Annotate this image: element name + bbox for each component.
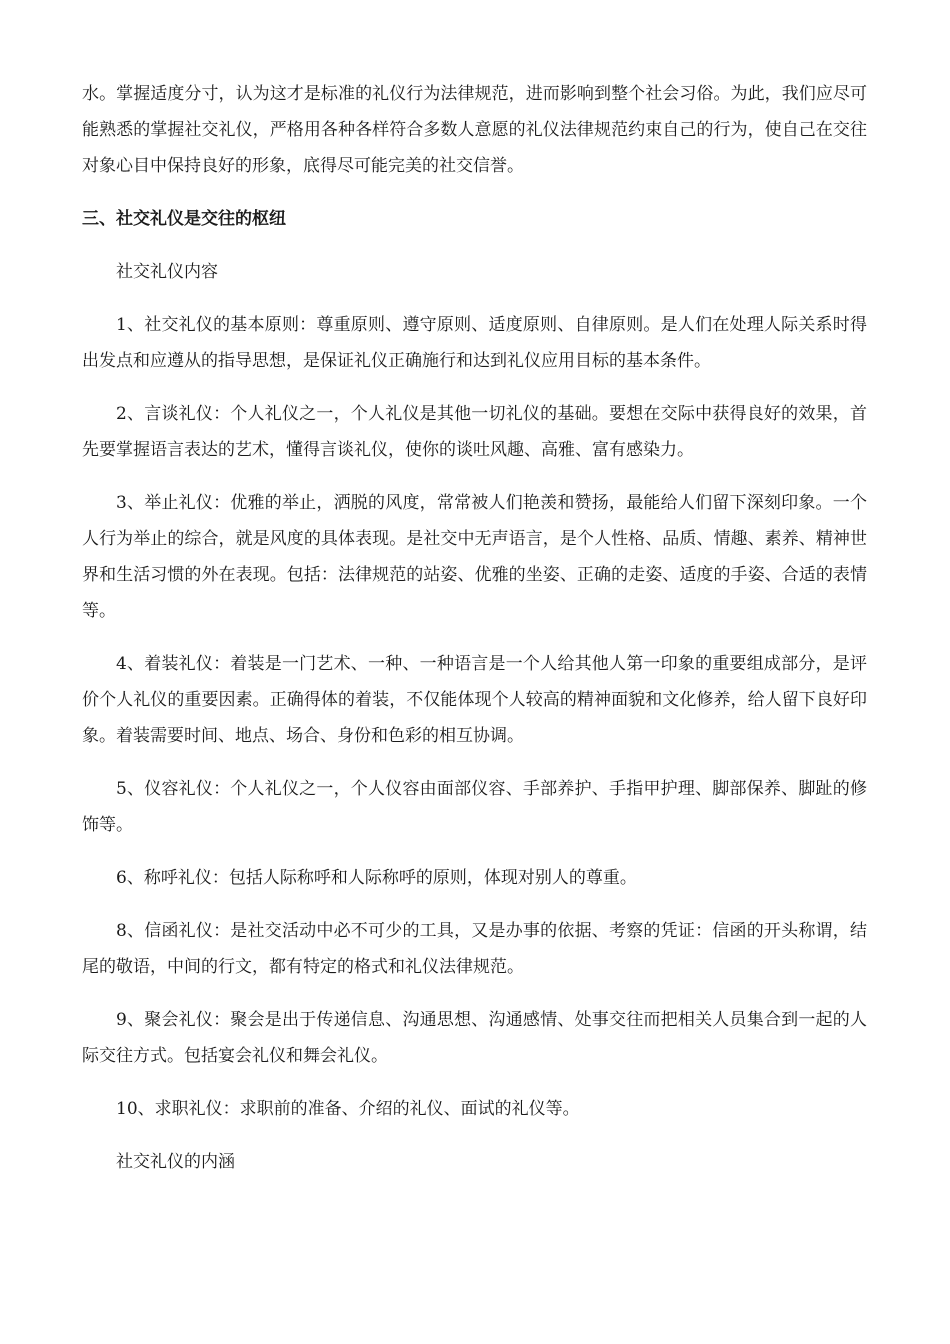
intro-paragraph: 水。掌握适度分寸，认为这才是标准的礼仪行为法律规范，进而影响到整个社会习俗。为此，我们应尽可能熟悉的掌握社交礼仪，严格用各种各样符合多数人意愿的礼仪法律规范约束自己的行为，使自己在交往对象心目中保持良好的形象，底得尽可能完美的社交信誉。 bbox=[82, 84, 867, 176]
item-paragraph-5: 5、仪容礼仪：个人礼仪之一，个人仪容由面部仪容、手部养护、手指甲护理、脚部保养、脚趾的修饰等。 bbox=[82, 779, 867, 835]
item-paragraph-9: 9、聚会礼仪：聚会是出于传递信息、沟通思想、沟通感情、处事交往而把相关人员集合到一起的人际交往方式。包括宴会礼仪和舞会礼仪。 bbox=[82, 1010, 867, 1066]
item-paragraph-2: 2、言谈礼仪：个人礼仪之一，个人礼仪是其他一切礼仪的基础。要想在交际中获得良好的效果，首先要掌握语言表达的艺术，懂得言谈礼仪，使你的谈吐风趣、高雅、富有感染力。 bbox=[82, 404, 867, 460]
subheading-content: 社交礼仪内容 bbox=[116, 262, 218, 282]
item-paragraph-8: 8、信函礼仪：是社交活动中必不可少的工具，又是办事的依据、考察的凭证：信函的开头称谓，结尾的敬语，中间的行文，都有特定的格式和礼仪法律规范。 bbox=[82, 921, 867, 977]
subheading-meaning: 社交礼仪的内涵 bbox=[116, 1152, 235, 1172]
item-paragraph-1: 1、社交礼仪的基本原则：尊重原则、遵守原则、适度原则、自律原则。是人们在处理人际关系时得出发点和应遵从的指导思想，是保证礼仪正确施行和达到礼仪应用目标的基本条件。 bbox=[82, 315, 867, 371]
item-paragraph-3: 3、举止礼仪：优雅的举止，洒脱的风度，常常被人们艳羡和赞扬，最能给人们留下深刻印象。一个人行为举止的综合，就是风度的具体表现。是社交中无声语言，是个人性格、品质、情趣、素养、精神世界和生活习惯的外在表现。包括：法律规范的站姿、优雅的坐姿、正确的走姿、适度的手姿、合适的表情等。 bbox=[82, 493, 867, 621]
item-paragraph-10: 10、求职礼仪：求职前的准备、介绍的礼仪、面试的礼仪等。 bbox=[116, 1099, 580, 1119]
item-paragraph-6: 6、称呼礼仪：包括人际称呼和人际称呼的原则，体现对别人的尊重。 bbox=[116, 868, 637, 888]
section-heading: 三、社交礼仪是交往的枢纽 bbox=[82, 209, 286, 229]
document-page bbox=[82, 76, 867, 1197]
item-paragraph-4: 4、着装礼仪：着装是一门艺术、一种、一种语言是一个人给其他人第一印象的重要组成部分，是评价个人礼仪的重要因素。正确得体的着装，不仅能体现个人较高的精神面貌和文化修养，给人留下良好印象。着装需要时间、地点、场合、身份和色彩的相互协调。 bbox=[82, 654, 867, 746]
